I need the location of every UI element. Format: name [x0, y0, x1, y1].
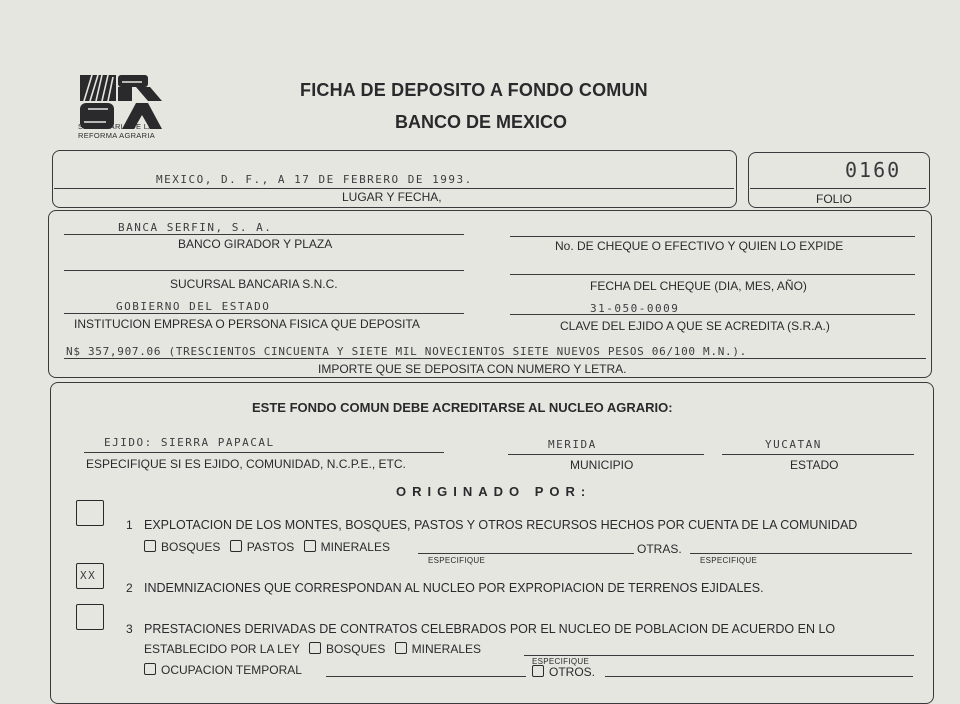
logo-caption-line2: REFORMA AGRARIA: [78, 131, 156, 140]
option-1-number: 1: [126, 518, 133, 532]
depositor-value[interactable]: GOBIERNO DEL ESTADO: [116, 300, 271, 313]
pastos-checkbox[interactable]: [230, 540, 242, 552]
originado-heading: ORIGINADO POR:: [396, 484, 592, 499]
amount-line: [64, 358, 926, 359]
option-3-sub-row2: [144, 663, 302, 677]
ocupacion-checkbox[interactable]: [144, 663, 156, 675]
place-date-line: [54, 188, 734, 189]
option-3-specify-label: ESPECIFIQUE: [532, 657, 590, 666]
pastos-label: PASTOS: [246, 540, 295, 554]
bank-line: [64, 234, 464, 235]
option-3-line2: ESTABLECIDO POR LA LEY: [144, 642, 300, 656]
ejido-value[interactable]: EJIDO: SIERRA PAPACAL: [104, 436, 275, 449]
folio-number: 0160: [845, 158, 902, 182]
nucleus-heading: ESTE FONDO COMUN DEBE ACREDITARSE AL NUCLEO AGRARIO:: [252, 400, 673, 415]
option-3-text: PRESTACIONES DERIVADAS DE CONTRATOS CELEBRADOS POR EL NUCLEO DE POBLACION DE ACUERDO EN LO: [144, 622, 836, 636]
bosques-checkbox[interactable]: [144, 540, 156, 552]
ejido-label: ESPECIFIQUE SI ES EJIDO, COMUNIDAD, N.C.P.E., ETC.: [86, 457, 406, 471]
place-date-label: LUGAR Y FECHA,: [342, 190, 442, 204]
logo-caption-line1: SECRETARIA DE LA: [78, 122, 154, 131]
estado-label: ESTADO: [790, 458, 839, 472]
ocupacion-line: [326, 676, 526, 677]
estado-line: [722, 454, 914, 455]
option-3-number: 3: [126, 622, 133, 636]
bank-label: BANCO GIRADOR Y PLAZA: [178, 237, 333, 251]
municipio-line: [508, 454, 704, 455]
folio-line: [750, 188, 926, 189]
amount-value[interactable]: N$ 357,907.06 (TRESCIENTOS CINCUENTA Y SIETE MIL NOVECIENTOS SIETE NUEVOS PESOS 06/100 M.N.).: [66, 345, 747, 358]
depositor-label: INSTITUCION EMPRESA O PERSONA FISICA QUE DEPOSITA: [74, 317, 420, 331]
bosques-label: BOSQUES: [161, 540, 221, 554]
bank-value[interactable]: BANCA SERFIN, S. A.: [118, 221, 273, 234]
option-3-bosques-checkbox[interactable]: [309, 642, 321, 654]
option-3-bosques-label: BOSQUES: [325, 642, 386, 656]
option-2-text: INDEMNIZACIONES QUE CORRESPONDAN AL NUCLEO POR EXPROPIACION DE TERRENOS EJIDALES.: [144, 581, 764, 595]
form-subtitle: BANCO DE MEXICO: [395, 112, 568, 132]
option-1-specify-line: [418, 553, 634, 554]
form-title: FICHA DE DEPOSITO A FONDO COMUN: [300, 80, 648, 100]
folio-label: FOLIO: [816, 192, 853, 206]
option-2-mark: XX: [80, 569, 97, 582]
ejido-line: [84, 452, 444, 453]
cheque-line: [510, 236, 915, 237]
option-3-otros-row: [532, 665, 595, 679]
place-date-value[interactable]: MEXICO, D. F., A 17 DE FEBRERO DE 1993.: [156, 173, 473, 186]
option-1-sub-row: [144, 540, 390, 554]
ejido-key-line: [510, 314, 915, 315]
option-3-sub-row: [144, 642, 481, 656]
otras-specify-label: ESPECIFIQUE: [700, 556, 758, 565]
ejido-key-value[interactable]: 31-050-0009: [590, 302, 680, 315]
option-3-minerales-checkbox[interactable]: [395, 642, 407, 654]
option-2-checkbox[interactable]: [76, 563, 104, 589]
otras-line: [690, 553, 912, 554]
option-3-minerales-label: MINERALES: [411, 642, 482, 656]
estado-value[interactable]: YUCATAN: [765, 438, 822, 451]
ejido-key-label: CLAVE DEL EJIDO A QUE SE ACREDITA (S.R.A.): [560, 319, 830, 333]
branch-label: SUCURSAL BANCARIA S.N.C.: [170, 277, 338, 291]
logo-caption: [78, 122, 155, 140]
branch-line: [64, 270, 464, 271]
municipio-value[interactable]: MERIDA: [548, 438, 597, 451]
cheque-date-label: FECHA DEL CHEQUE (DIA, MES, AÑO): [590, 279, 807, 293]
municipio-label: MUNICIPIO: [570, 458, 634, 472]
depositor-line: [64, 313, 464, 314]
option-1-text: EXPLOTACION DE LOS MONTES, BOSQUES, PASTOS Y OTROS RECURSOS HECHOS POR CUENTA DE LA COMUNIDAD: [144, 518, 858, 532]
cheque-date-line: [510, 274, 915, 275]
option-2-number: 2: [126, 581, 133, 595]
otras-label: OTRAS.: [637, 542, 682, 556]
otros-label: OTROS.: [549, 665, 596, 679]
minerales-label: MINERALES: [320, 540, 390, 554]
option-3-checkbox[interactable]: [76, 604, 104, 630]
option-3-specify-line: [524, 655, 914, 656]
minerales-checkbox[interactable]: [304, 540, 316, 552]
cheque-label: No. DE CHEQUE O EFECTIVO Y QUIEN LO EXPIDE: [555, 239, 844, 253]
option-1-checkbox[interactable]: [76, 500, 104, 526]
otros-line: [605, 676, 913, 677]
ocupacion-label: OCUPACION TEMPORAL: [161, 663, 302, 677]
otros-checkbox[interactable]: [532, 665, 544, 677]
amount-label: IMPORTE QUE SE DEPOSITA CON NUMERO Y LETRA.: [318, 362, 627, 376]
option-1-specify-label: ESPECIFIQUE: [428, 556, 486, 565]
